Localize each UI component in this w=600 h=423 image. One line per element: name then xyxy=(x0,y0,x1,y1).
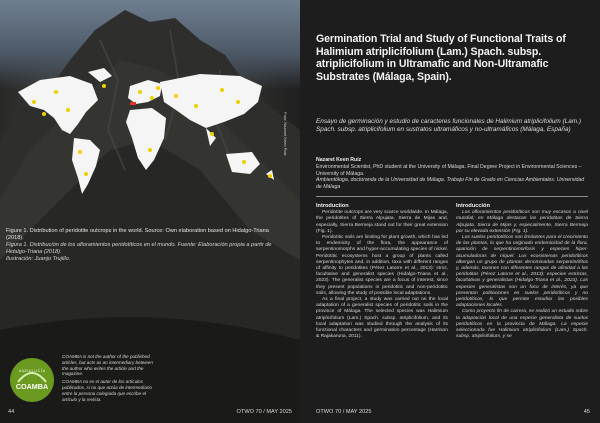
intro-paragraph-2-es: Los suelos peridotíticos son limitantes para el crecimiento de las plantas, lo que ha originado endemicidad de la flora, aparición de serpentinomorfosis y especies hiper-acumuladoras de níquel. Los ecosistemas peridotíticos albergan un grupo de plantas denominadas serpentinófitos y, además, taxones con diferentes rangos de afinidad a las peridotitas (Pérez Latorre et al., 2013): especies estrictas, facultativas y generalistas (Hidalgo-Triana et al., 2023). Las especies generalistas son un foco de interés, ya que presentan poblaciones en suelos peridotíticos y no peridotíticos, lo que permite estudiar las posibles adaptaciones locales. xyxy=(456,235,588,309)
right-page xyxy=(300,0,600,423)
logo-region-text: A N D A L U C Í A xyxy=(18,369,46,373)
figure-caption xyxy=(6,228,286,263)
right-page-number: 45 xyxy=(583,409,590,415)
intro-paragraph-1-es: Los afloramientos peridotíticos son muy escasos a nivel mundial; en Málaga destacan las peridotitas de Sierra Alpujata, Sierra de Mijas y, especialmente, Sierra Bermeja por su elevada extensión (Fig. 1). xyxy=(456,210,588,234)
figure-caption-es: Figura 1. Distribución de los afloramientos peridotíticos en el mundo. Fuente: Elaboración propia a partir de Hidalgo-Triana (2018). xyxy=(6,242,272,255)
intro-paragraph-3-en: As a final project, a study was carried out on the local adaptation of a generalist species of peridotitic soils in the province of Málaga. The selected species was Halimium atriplicifolium (Lam.) Spach. subsp. atriplicifolium, and its local adaptation was studied through the analysis of its functional characters and germination percentage (Harrison & Rajakaruna, 2011). xyxy=(316,297,448,340)
author-block xyxy=(316,157,588,190)
coamba-logo xyxy=(8,356,56,404)
author-name: Nazaret Keen Ruiz xyxy=(316,157,362,163)
article-title: Germination Trial and Study of Functional Traits of Halimium atriplicifolium (Lam.) Spach. subsp. atriplicifolium in Ultramafic and Non-Ultramafic Substrates (Málaga, Spain). xyxy=(316,33,566,83)
coamba-note-es: COAMBA no es el autor de los artículos publicados, si no que actúa de intermediario entre la persona colegiada que escribe el artículo y la revista. xyxy=(62,379,152,402)
left-issue-label: OTWO 70 / MAY 2025 xyxy=(236,409,292,415)
spanish-column xyxy=(456,203,588,340)
english-column xyxy=(316,203,448,340)
photo-credit: Foto: Nazaret Keen Ruiz xyxy=(283,112,288,156)
logo-name-text: COAMBA xyxy=(15,382,49,391)
right-issue-label: OTWO 70 / MAY 2025 xyxy=(316,409,372,415)
illustration-credit: Ilustración: Juanjo Trujillo. xyxy=(6,256,71,262)
coamba-note xyxy=(62,354,157,404)
author-affiliation-es: Ambientóloga, doctoranda de la Universidad de Málaga. Trabajo Fin de Grado en Ciencias Ambientales. Universidad de Málaga xyxy=(316,177,585,190)
coamba-note-en: COAMBA is not the author of the published articles, but acts as an intermediary between the author who writes the article and the magazine. xyxy=(62,354,153,377)
section-divider xyxy=(316,196,588,197)
figure-caption-en: Figure 1. Distribution of peridotite outcrops in the world. Source: Own elaboration based on Hidalgo-Triana (2018). xyxy=(6,228,269,241)
right-footer xyxy=(316,409,590,415)
intro-heading-es: Introducción xyxy=(456,203,490,209)
intro-paragraph-3-es: Como proyecto fin de carrera, se realizó un estudio sobre la adaptación local de una especie generalista de suelos peridotíticos en la provincia de Málaga. La especie seleccionada fue Halimium atriplicifolium (Lam.) Spach. subsp. atriplicifolium, y se xyxy=(456,309,588,340)
left-footer xyxy=(8,409,292,415)
article-subtitle-es: Ensayo de germinación y estudio de caracteres funcionales de Halimium atriplicifolium (Lam.) Spach. subsp. atriplicifolium en sustratos ultramáficos y no-ultramáficos (Málaga, España) xyxy=(316,118,581,133)
intro-paragraph-1-en: Peridotite outcrops are very scarce worldwide. In Málaga, the peridotites of Sierra Alpujata, Sierra de Mijas and, especially, Sierra Bermeja stand out for their great extension (Fig. 1). xyxy=(316,210,448,234)
author-affiliation-en: Environmental Scientist, PhD student at the University of Málaga. Final Degree Project in Environmental Sciences – University of Málaga. xyxy=(316,164,582,177)
left-page-number: 44 xyxy=(8,409,15,415)
intro-paragraph-2-en: Peridotitic soils are limiting for plant growth, which has led to endemicity of the flora, the appearance of serpentinomorphs and hyper-accumulating species of nickel. Peridotitic ecosystems host a group of plants called serpentinophytes and, in addition, taxa with different ranges of affinity to peridotites (Pérez Latorre et al., 2013): strict, facultative and generalist species (Hidalgo-Triana et al., 2023). The generalist species are a focus of interest, since they present populations in peridotitic and non-peridotitic soils, allowing the study of possible local adaptations. xyxy=(316,235,448,296)
intro-heading-en: Introduction xyxy=(316,203,349,209)
malaga-highlight xyxy=(130,102,136,105)
world-map xyxy=(0,62,300,202)
